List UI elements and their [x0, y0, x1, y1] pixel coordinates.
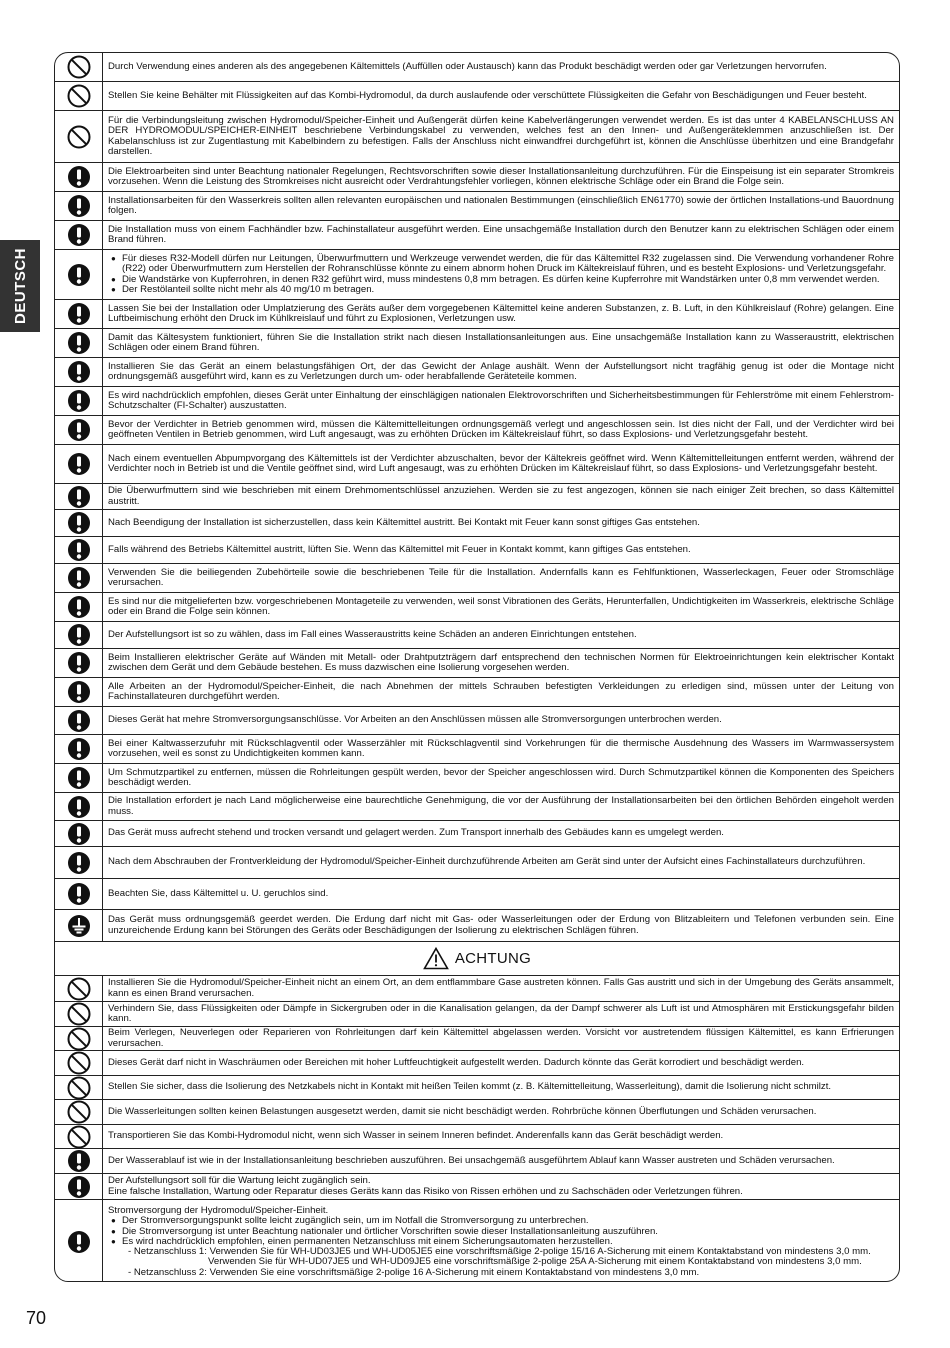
safety-row [55, 537, 899, 564]
mandatory-icon [55, 735, 103, 763]
safety-row [55, 593, 899, 622]
safety-text [103, 764, 899, 792]
mandatory-icon [55, 192, 103, 220]
safety-text [103, 976, 899, 1001]
mandatory-icon [55, 300, 103, 328]
safety-row [55, 82, 899, 111]
mandatory-icon [55, 1149, 103, 1173]
prohibition-icon [55, 53, 103, 81]
text-line: Die Wasserleitungen sollten keinen Belastungen ausgesetzt werden, damit sie nicht beschädigt werden. Rohrbrüche können Überflutungen und Schäden verursachen. [108, 1105, 817, 1117]
safety-row [55, 192, 899, 221]
text-line: Das Gerät muss ordnungsgemäß geerdet werden. Die Erdung darf nicht mit Gas- oder Wasserleitungen oder der Erdung von Blitzableitern und Telefonen verbunden sein. Eine unzureichende Erdung kann bei Störungen des Geräts oder Beschädigungen der Isolierung zu elektrischen Schlägen führen. [108, 914, 894, 936]
prohibition-icon [55, 1002, 103, 1026]
text-line: Beachten Sie, dass Kältemittel u. U. geruchlos sind. [108, 887, 329, 899]
prohibition-icon [55, 1027, 103, 1050]
safety-row [55, 879, 899, 910]
safety-row [55, 707, 899, 735]
safety-text [103, 879, 899, 909]
mandatory-icon [55, 879, 103, 909]
sub-item: Verwenden Sie für WH-UD07JE5 und WH-UD09JE5 eine vorschriftsmäßige 2-polige 25A A-Sicherung mit einem Kontaktabstand von mindestens 3,0 mm. [208, 1256, 862, 1268]
safety-row [55, 250, 899, 300]
text-line: Nach Beendigung der Installation ist sicherzustellen, dass kein Kältemittel austritt. Bei Kontakt mit Feuer kann sonst giftiges Gas entstehen. [108, 516, 700, 528]
text-line: Verwenden Sie die beiliegenden Zubehörteile sowie die beschriebenen Teile für die Installation. Andernfalls kann es Fehlfunktionen, Wasserleckagen, Feuer oder Stromschläge verursachen. [108, 566, 894, 588]
safety-text [103, 53, 899, 81]
achtung-header [55, 942, 899, 976]
safety-row [55, 445, 899, 484]
safety-row [55, 847, 899, 879]
text-line: Um Schmutzpartikel zu entfernen, müssen die Rohrleitungen gespült werden, bevor der Speicher angeschlossen wird. Durch Schmutzpartikel können die Komponenten des Speichers beschädigt werden. [108, 766, 894, 788]
text-line: Damit das Kältesystem funktioniert, führen Sie die Installation strikt nach diesen Installationsanleitungen aus. Eine unsachgemäße Installation kann zu Wasseraustritt, elektrischen Schlägen oder einem Brand führen. [108, 331, 894, 353]
text-line: Die Installation muss von einem Fachhändler bzw. Fachinstallateur ausgeführt werden. Eine unsachgemäße Installation durch den Benutzer kann zu elektrischen Schlägen oder einem Brand führen. [108, 223, 894, 245]
sub-item: - Netzanschluss 2: Verwenden Sie eine vorschriftsmäßige 2-polige 16 A-Sicherung mit einem Kontaktabstand von mindestens 3,0 mm. [128, 1266, 700, 1278]
text-line: Es sind nur die mitgelieferten bzw. vorgeschriebenen Montageteile zu verwenden, weil sonst Vibrationen des Geräts, Herunterfallen, Undichtigkeiten im Wasserkreis, elektrische Schläge oder ein Brand die Folge sein können. [108, 595, 894, 617]
text-line: Installationsarbeiten für den Wasserkreis sollten allen relevanten europäischen und nationalen Bestimmungen (einschließlich EN61770) sowie der örtlichen Installations-und Bauordnung folgen. [108, 194, 894, 216]
safety-text [103, 484, 899, 509]
prohibition-icon [55, 111, 103, 162]
safety-text [103, 1200, 899, 1282]
page-number: 70 [26, 1308, 47, 1328]
safety-text [103, 793, 899, 820]
mandatory-icon [55, 537, 103, 563]
text-line: Der Aufstellungsort soll für die Wartung leicht zugänglich sein. [108, 1175, 371, 1187]
text-line: Bevor der Verdichter in Betrieb genommen wird, müssen die Kältemittelleitungen ordnungsgemäß verlegt und angeschlossen sein. Ist dies nicht der Fall, und der Verdichter wird bei geöffneten Ventilen in Betrieb genommen, wird Luft angesaugt, was zu erhöhten Drücken im Kältekreislauf führt, so dass Explosions- und Verletzungsgefahr besteht. [108, 418, 894, 440]
safety-row [55, 1076, 899, 1100]
text-line: Das Gerät muss aufrecht stehend und trocken versandt und gelagert werden. Zum Transport innerhalb des Gebäudes kann es umgelegt werden. [108, 827, 724, 839]
safety-text [103, 821, 899, 846]
text-line: Installieren Sie das Gerät an einem belastungsfähigen Ort, der das Gewicht der Anlage aushält. Wenn der Aufstellungsort nicht tragfähig genug ist oder die Montage nicht ordnungsgemäß ausgeführt wird, kann es zu Verletzungen durch um- oder herabfallende Geräteteile kommen. [108, 360, 894, 382]
safety-row [55, 649, 899, 678]
safety-row [55, 793, 899, 821]
safety-row [55, 53, 899, 82]
mandatory-icon [55, 484, 103, 509]
safety-row [55, 678, 899, 707]
mandatory-icon [55, 622, 103, 648]
prohibition-icon [55, 976, 103, 1001]
safety-text [103, 847, 899, 878]
safety-row [55, 163, 899, 192]
safety-row [55, 1100, 899, 1125]
mandatory-icon [55, 707, 103, 734]
safety-text [103, 707, 899, 734]
language-tab-label: DEUTSCH [11, 247, 29, 324]
mandatory-icon [55, 678, 103, 706]
text-line: Stromversorgung der Hydromodul/Speicher-Einheit. [108, 1205, 329, 1217]
safety-row [55, 387, 899, 416]
prohibition-icon [55, 1051, 103, 1075]
bullet-item: ● Es wird nachdrücklich empfohlen, einen permanenten Netzanschluss mit einem Sicherungsautomaten herzustellen. [108, 1237, 894, 1247]
safety-text [103, 387, 899, 415]
text-line: Durch Verwendung eines anderen als des angegebenen Kältemittels (Auffüllen oder Austausch) kann das Produkt beschädigt werden oder gar Verletzungen hervorrufen. [108, 60, 827, 72]
language-tab [0, 240, 40, 332]
safety-row [55, 821, 899, 847]
prohibition-icon [55, 1100, 103, 1124]
safety-row [55, 221, 899, 250]
safety-text [103, 111, 899, 162]
safety-table [54, 52, 900, 1282]
safety-text [103, 537, 899, 563]
bullet-item: ● Die Wandstärke von Kupferrohren, in denen R32 geführt wird, muss mindestens 0,8 mm betragen. Es dürfen keine Kupferrohre mit Wandstärken unter 0,8 mm verwendet werden. [108, 275, 894, 285]
safety-row [55, 976, 899, 1002]
text-line: Dieses Gerät darf nicht in Waschräumen oder Bereichen mit hoher Luftfeuchtigkeit aufgestellt werden. Dadurch könnte das Gerät korrodiert und beschädigt werden. [108, 1056, 805, 1068]
safety-row [55, 300, 899, 329]
mandatory-icon [55, 1200, 103, 1282]
text-line: Lassen Sie bei der Installation oder Umplatzierung des Geräts außer dem vorgegebenen Kältemittel keine anderen Substanzen, z. B. Luft, in den Kühlkreislauf (Rohre) gelangen. Eine Luftbeimischung erhöht den Druck im Kühlkreislauf und führt zu Explosionen, Verletzungen usw. [108, 302, 894, 324]
prohibition-icon [55, 1076, 103, 1099]
mandatory-icon [55, 445, 103, 483]
text-line: Beim Verlegen, Neuverlegen oder Reparieren von Rohrleitungen darf kein Kältemittel abgelassen werden. Vorsicht vor austretendem flüssigen Kältemittel, es kann Erfrierungen verursachen. [108, 1027, 894, 1049]
text-line: Es wird nachdrücklich empfohlen, dieses Gerät unter Einhaltung der einschlägigen nationalen Elektrovorschriften und Sicherheitsbestimmungen für Fehlerströme mit einem Fehlerstrom-Schutzschalter (FI-Schalter) auszustatten. [108, 389, 894, 411]
text-line: Für die Verbindungsleitung zwischen Hydromodul/Speicher-Einheit und Außengerät dürfen keine Kabelverlängerungen verwendet werden. Es ist das unter 4 KABELANSCHLUSS AN DER HYDROMODUL/SPEICHER-EINHEIT beschriebene Verbindungskabel zu verwenden, welches fest an den Innen- und Außengeräteklemmen anzuschließen ist. Der Kabelanschluss ist zur Zugentlastung mit Kabelbindern zu befestigen. Falls der Anschluss nicht einwandfrei durchgeführt ist, können die Anschlüsse überhitzen und eine Brandgefahr darstellen. [108, 115, 894, 157]
safety-text [103, 416, 899, 444]
mandatory-icon [55, 250, 103, 299]
safety-text [103, 1027, 899, 1050]
sub-item: - Netzanschluss 1: Verwenden Sie für WH-UD03JE5 und WH-UD05JE5 eine vorschriftsmäßige 2-polige 15/16 A-Sicherung mit einem Kontaktabstand von mindestens 3,0 mm. [128, 1246, 871, 1258]
safety-text [103, 163, 899, 191]
safety-text [103, 910, 899, 941]
bullet-item: ● Der Stromversorgungspunkt sollte leicht zugänglich sein, um im Notfall die Stromversorgung zu unterbrechen. [108, 1216, 894, 1226]
text-line: Installieren Sie die Hydromodul/Speicher-Einheit nicht an einem Ort, an dem entflammbare Gase austreten können. Falls Gas austritt und sich in der Umgebung des Geräts ansammelt, kann es einen Brand verursachen. [108, 977, 894, 999]
safety-row [55, 484, 899, 510]
achtung-label: ACHTUNG [454, 950, 532, 967]
mandatory-icon [55, 358, 103, 386]
safety-row [55, 564, 899, 593]
safety-row [55, 1002, 899, 1027]
text-line: Nach einem eventuellen Abpumpvorgang des Kältemittels ist der Verdichter abzuschalten, bevor der Kältekreis geöffnet wird. Wenn Kältemittelleitungen entfernt werden, während der Verdichter noch in Betrieb ist und die Ventile geöffnet sind, wird Luft angesaugt, was zu erhöhten Drücken im Kältekreislauf führt, so dass Explosions- und Verletzungsgefahr besteht. [108, 452, 894, 474]
safety-text [103, 250, 899, 299]
safety-row [55, 1125, 899, 1149]
safety-row [55, 358, 899, 387]
safety-text [103, 1051, 899, 1075]
mandatory-icon [55, 847, 103, 878]
mandatory-icon [55, 593, 103, 621]
text-line: Die Überwurfmuttern sind wie beschrieben mit einem Drehmomentschlüssel anzuziehen. Werden sie zu fest angezogen, können sie nach einiger Zeit brechen, so dass Kältemittel austritt. [108, 485, 894, 507]
mandatory-icon [55, 416, 103, 444]
safety-text [103, 300, 899, 328]
safety-text [103, 358, 899, 386]
text-line: Alle Arbeiten an der Hydromodul/Speicher-Einheit, die nach Abnehmen der mittels Schrauben befestigten Verkleidungen zu erledigen sind, müssen unter der Leitung von Fachinstallateuren durchgeführt werden. [108, 680, 894, 702]
safety-row [55, 510, 899, 537]
safety-row [55, 764, 899, 793]
safety-row [55, 622, 899, 649]
mandatory-icon [55, 821, 103, 846]
safety-row [55, 735, 899, 764]
text-line: Verhindern Sie, dass Flüssigkeiten oder Dämpfe in Sickergruben oder in die Kanalisation gelangen, da der Dampf schwerer als Luft ist und Atmosphären mit Erstickungsgefahr bilden kann. [108, 1002, 894, 1024]
safety-text [103, 221, 899, 249]
safety-text [103, 445, 899, 483]
safety-text [103, 1100, 899, 1124]
safety-text [103, 564, 899, 592]
safety-text [103, 593, 899, 621]
safety-text [103, 1174, 899, 1199]
bullet-item: ● Der Restölanteil sollte nicht mehr als 40 mg/10 m betragen. [108, 285, 894, 295]
safety-text [103, 678, 899, 706]
prohibition-icon [55, 1125, 103, 1148]
safety-text [103, 622, 899, 648]
safety-row [55, 1051, 899, 1076]
mandatory-icon [55, 564, 103, 592]
safety-text [103, 329, 899, 357]
prohibition-icon [55, 82, 103, 110]
safety-text [103, 735, 899, 763]
safety-row [55, 1149, 899, 1174]
text-line: Nach dem Abschrauben der Frontverkleidung der Hydromodul/Speicher-Einheit durchzuführende Arbeiten am Gerät sind unter der Aufsicht eines Fachinstallateurs durchzuführen. [108, 856, 866, 868]
mandatory-icon [55, 764, 103, 792]
text-line: Stellen Sie keine Behälter mit Flüssigkeiten auf das Kombi-Hydromodul, da durch auslaufende oder verschüttete Flüssigkeiten die Gefahr von Beschädigungen und Feuer besteht. [108, 89, 867, 101]
text-line: Die Installation erfordert je nach Land möglicherweise eine baurechtliche Genehmigung, die vor der Ausführung der Installationsarbeiten bei den örtlichen Behörden eingeholt werden muss. [108, 795, 894, 817]
mandatory-icon [55, 387, 103, 415]
bullet-item: ● Für dieses R32-Modell dürfen nur Leitungen, Überwurfmuttern und Werkzeuge verwendet werden, die für das Kältemittel R32 zugelassen sind. Die Verwendung vorhandener Rohre (R22) oder Überwurfmuttern zum Herstellen der Rohranschlüsse könnte zu einem abnorm hohen Druck im Kältekreislauf führen, und es besteht Explosions- und Verletzungsgefahr. [108, 254, 894, 274]
text-line: Der Aufstellungsort ist so zu wählen, dass im Fall eines Wasseraustritts keine Schäden an anderen Einrichtungen entstehen. [108, 628, 637, 640]
safety-text [103, 192, 899, 220]
safety-row [55, 111, 899, 163]
text-line: Transportieren Sie das Kombi-Hydromodul nicht, wenn sich Wasser in seinem Inneren befindet. Anderenfalls kann das Gerät beschädigt werden. [108, 1130, 724, 1142]
safety-text [103, 1076, 899, 1099]
safety-text [103, 1125, 899, 1148]
text-line: Falls während des Betriebs Kältemittel austritt, lüften Sie. Wenn das Kältemittel mit Feuer in Kontakt kommt, kann giftiges Gas entstehen. [108, 543, 691, 555]
safety-text [103, 649, 899, 677]
safety-row [55, 1027, 899, 1051]
text-line: Der Wasserablauf ist wie in der Installationsanleitung beschrieben auszuführen. Bei unsachgemäß ausgeführtem Ablauf kann Wasser austreten und Schäden verursachen. [108, 1154, 835, 1166]
safety-text [103, 1149, 899, 1173]
mandatory-icon [55, 510, 103, 536]
text-line: Bei einer Kaltwasserzufuhr mit Rückschlagventil oder Wasserzähler mit Rückschlagventil sind Vorkehrungen für die thermische Ausdehnung des Wassers im Warmwassersystem vorzusehen, weil es sonst zu Undichtigkeiten kommen kann. [108, 737, 894, 759]
bullet-item: ● Die Stromversorgung ist unter Beachtung nationaler und örtlicher Vorschriften sowie dieser Installationsanleitung auszuführen. [108, 1227, 894, 1237]
mandatory-icon [55, 649, 103, 677]
safety-row [55, 1174, 899, 1200]
mandatory-icon [55, 1174, 103, 1199]
mandatory-icon [55, 163, 103, 191]
mandatory-icon [55, 793, 103, 820]
text-line: Eine falsche Installation, Wartung oder Reparatur dieses Geräts kann das Risiko von Rissen erhöhen und zu Sachschäden oder Verletzungen führen. [108, 1185, 743, 1197]
mandatory-icon [55, 221, 103, 249]
text-line: Die Elektroarbeiten sind unter Beachtung nationaler Regelungen, Rechtsvorschriften sowie dieser Installationsanleitung durchzuführen. Für die Einspeisung ist ein separater Stromkreis vorzusehen. Wenn die Leistung des Stromkreises nicht ausreicht oder Verdrahtungsfehler vorliegen, können elektrische Schläge oder ein Brand die Folge sein. [108, 165, 894, 187]
safety-row [55, 329, 899, 358]
text-line: Beim Installieren elektrischer Geräte auf Wänden mit Metall- oder Drahtputzträgern darf entsprechend den technischen Normen für Elektroeinrichtungen kein elektrischer Kontakt zwischen dem Gerät und dem Gebäude bestehen. Es muss dazwischen eine Isolierung vorgesehen werden. [108, 651, 894, 673]
safety-row [55, 910, 899, 942]
text-line: Stellen Sie sicher, dass die Isolierung des Netzkabels nicht in Kontakt mit heißen Teilen kommt (z. B. Kältemittelleitung, Wasserleitung), damit die Isolierung nicht schmilzt. [108, 1081, 832, 1093]
safety-text [103, 1002, 899, 1026]
safety-row [55, 1200, 899, 1282]
text-line: Dieses Gerät hat mehre Stromversorgungsanschlüsse. Vor Arbeiten an den Anschlüssen müssen alle Stromversorgungen unterbrochen werden. [108, 714, 722, 726]
safety-text [103, 510, 899, 536]
safety-text [103, 82, 899, 110]
mandatory-icon [55, 329, 103, 357]
warning-triangle-icon [423, 947, 449, 970]
safety-row [55, 416, 899, 445]
earth-icon [55, 910, 103, 941]
